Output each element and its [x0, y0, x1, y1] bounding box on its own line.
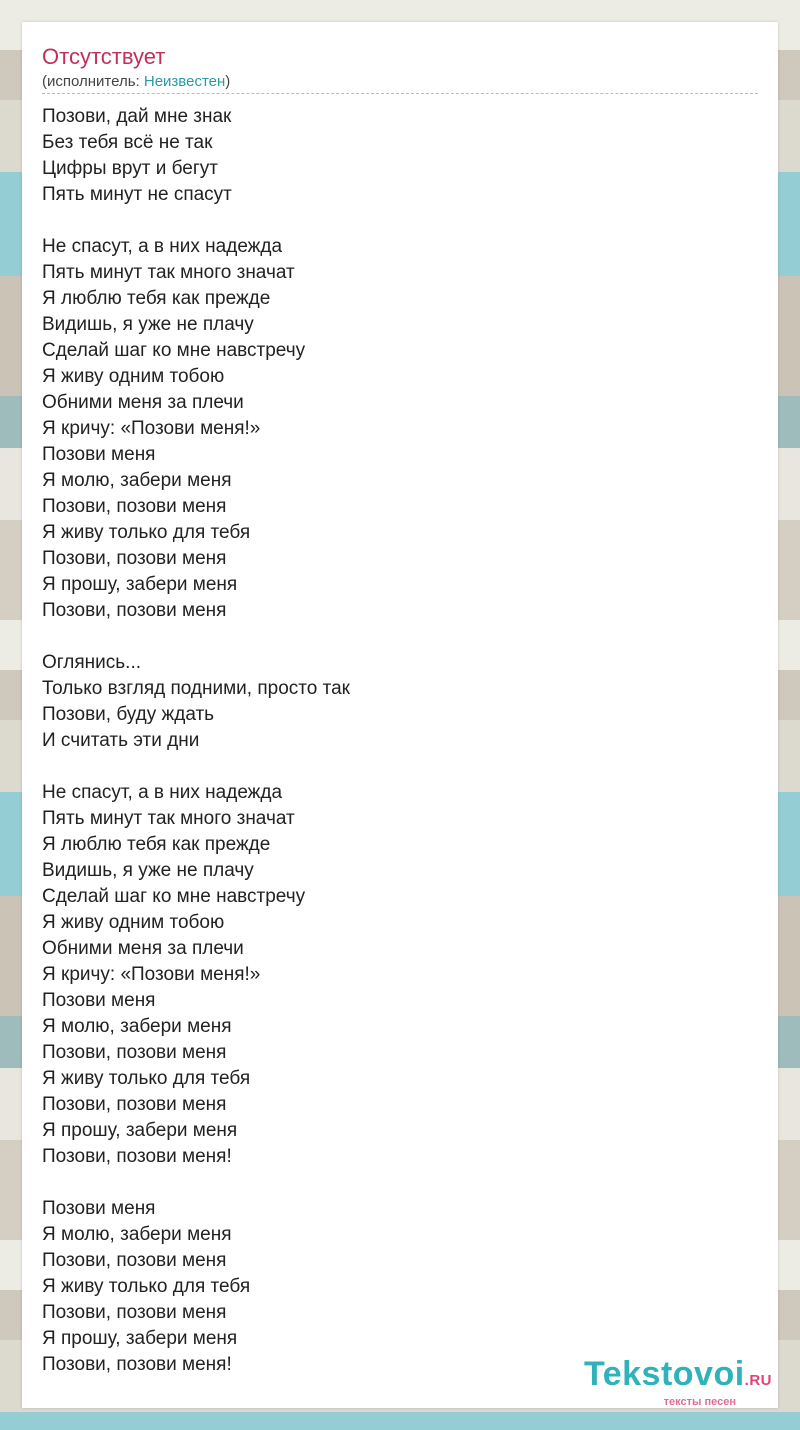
lyrics-card [22, 22, 778, 1408]
lyric-line: Я кричу: «Позови меня!» [42, 964, 261, 985]
artist-suffix: ) [225, 73, 231, 90]
artist-link[interactable]: Неизвестен [143, 73, 226, 90]
lyric-line: Я прошу, забери меня [42, 1328, 238, 1349]
lyric-line: Оглянись... [42, 652, 142, 673]
lyric-line: Позови, позови меня [42, 1302, 227, 1323]
lyric-line: Пять минут так много значат [42, 808, 295, 829]
lyric-line: Позови, позови меня [42, 548, 227, 569]
lyric-line: Позови, дай мне знак [42, 106, 232, 127]
lyric-line: Я молю, забери меня [42, 470, 232, 491]
artist-line [42, 73, 230, 91]
stanza-break [42, 208, 758, 234]
lyric-line: Я люблю тебя как прежде [42, 834, 271, 855]
lyric-line: Только взгляд подними, просто так [42, 678, 350, 699]
stanza-break [42, 754, 758, 780]
stanza-break [42, 624, 758, 650]
lyric-line: Пять минут не спасут [42, 184, 232, 205]
song-title: Отсутствует [42, 44, 166, 69]
lyric-line: Я живу одним тобою [42, 912, 225, 933]
stanza-break [42, 1170, 758, 1196]
lyric-line: Я кричу: «Позови меня!» [42, 418, 261, 439]
logo-tld: .RU [744, 1372, 772, 1389]
lyric-line: Без тебя всё не так [42, 132, 213, 153]
lyric-line: Цифры врут и бегут [42, 158, 218, 179]
lyric-line: Не спасут, а в них надежда [42, 236, 283, 257]
lyric-line: Позови, буду ждать [42, 704, 215, 725]
lyric-line: Я живу только для тебя [42, 1068, 251, 1089]
lyric-line: Пять минут так много значат [42, 262, 295, 283]
logo-name: Tekstovoi [583, 1355, 745, 1393]
lyric-line: Позови, позови меня! [42, 1354, 232, 1375]
lyric-line: Не спасут, а в них надежда [42, 782, 283, 803]
lyric-line: Я живу только для тебя [42, 1276, 251, 1297]
lyric-line: Видишь, я уже не плачу [42, 314, 254, 335]
lyric-line: Позови, позови меня [42, 496, 227, 517]
lyric-line: Я прошу, забери меня [42, 1120, 238, 1141]
lyric-line: Я живу только для тебя [42, 522, 251, 543]
lyric-line: Я прошу, забери меня [42, 574, 238, 595]
lyric-line: Позови, позови меня [42, 1250, 227, 1271]
lyric-line: Позови меня [42, 1198, 156, 1219]
lyric-line: Позови меня [42, 444, 156, 465]
lyric-line: Я люблю тебя как прежде [42, 288, 271, 309]
lyric-line: Я живу одним тобою [42, 366, 225, 387]
lyric-line: Сделай шаг ко мне навстречу [42, 886, 306, 907]
lyric-line: Я молю, забери меня [42, 1224, 232, 1245]
lyric-line: Позови, позови меня [42, 1094, 227, 1115]
lyric-line: Обними меня за плечи [42, 938, 244, 959]
divider [42, 93, 758, 94]
lyric-line: Позови, позови меня [42, 600, 227, 621]
logo-tagline: тексты песен [663, 1396, 736, 1408]
lyric-line: Сделай шаг ко мне навстречу [42, 340, 306, 361]
lyric-line: Я молю, забери меня [42, 1016, 232, 1037]
lyric-line: Позови меня [42, 990, 156, 1011]
lyrics-text [42, 104, 758, 1378]
artist-prefix: (исполнитель: [42, 73, 144, 90]
site-logo[interactable] [584, 1357, 772, 1408]
lyric-line: Позови, позови меня! [42, 1146, 232, 1167]
lyric-line: И считать эти дни [42, 730, 200, 751]
lyric-line: Позови, позови меня [42, 1042, 227, 1063]
lyric-line: Обними меня за плечи [42, 392, 244, 413]
lyric-line: Видишь, я уже не плачу [42, 860, 254, 881]
